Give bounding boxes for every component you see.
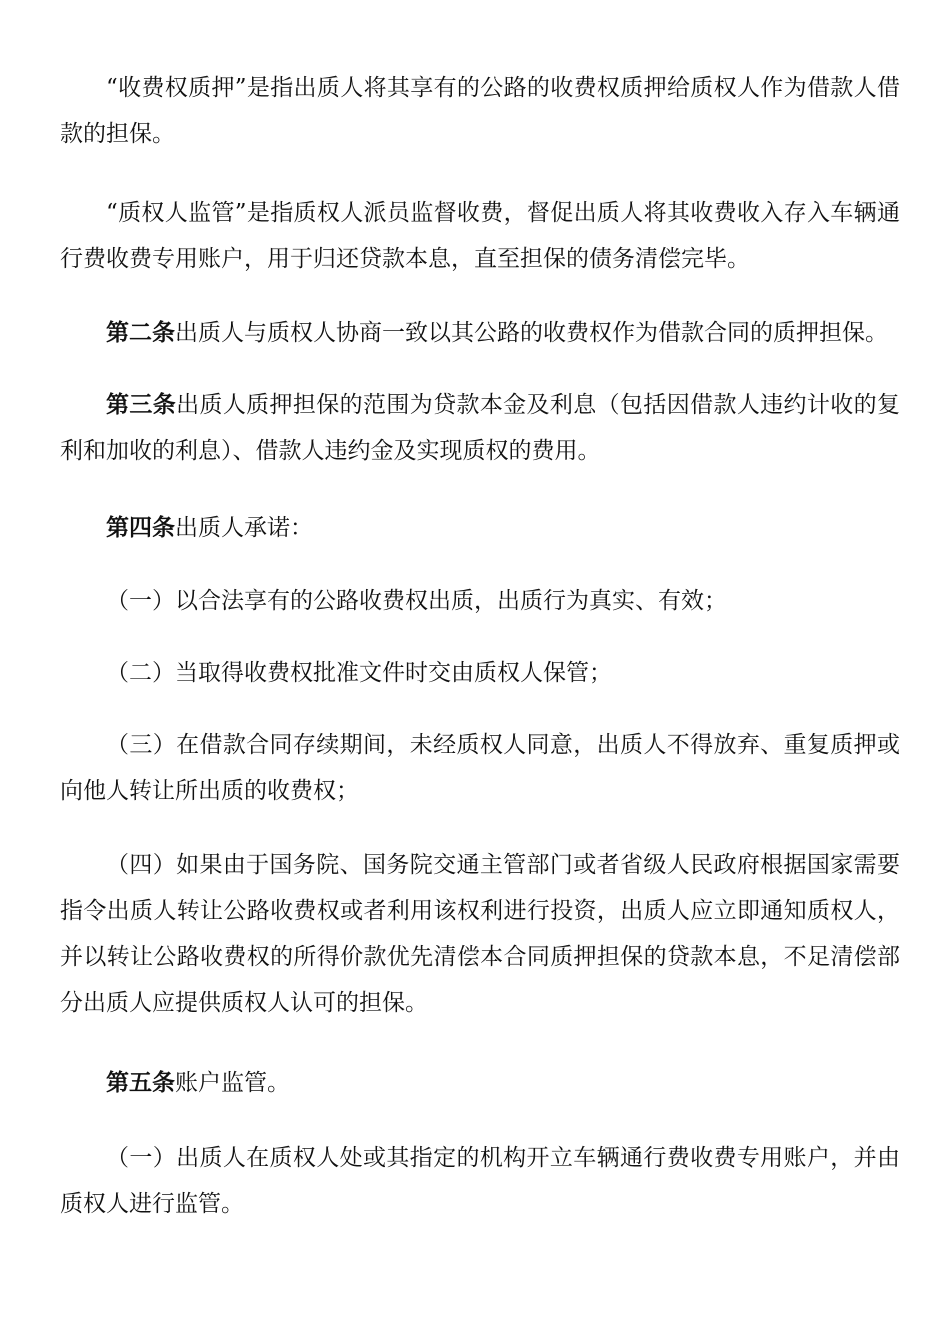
paragraph-text: （三）在借款合同存续期间，未经质权人同意，出质人不得放弃、重复质押或向他人转让所出质的收费权；	[60, 732, 900, 804]
paragraph-text: 出质人质押担保的范围为贷款本金及利息（包括因借款人违约计收的复利和加收的利息）、借款人违约金及实现质权的费用。	[60, 392, 901, 464]
paragraph-text: （一）出质人在质权人处或其指定的机构开立车辆通行费收费专用账户，并由质权人进行监管。	[60, 1145, 900, 1217]
paragraph-text: （四）如果由于国务院、国务院交通主管部门或者省级人民政府根据国家需要指令出质人转让公路收费权或者利用该权利进行投资，出质人应立即通知质权人，并以转让公路收费权的所得价款优先清偿本合同质押担保的贷款本息，不足清偿部分出质人应提供质权人认可的担保。	[60, 852, 900, 1016]
paragraph-definition-toll-pledge	[60, 65, 900, 157]
paragraph-text: 出质人与质权人协商一致以其公路的收费权作为借款合同的质押担保。	[175, 320, 888, 346]
article-label: 第三条	[106, 391, 177, 418]
article-label: 第四条	[106, 514, 175, 541]
paragraph-text: “质权人监管”是指质权人派员监督收费，督促出质人将其收费收入存入车辆通行费收费专用账户，用于归还贷款本息，直至担保的债务清偿完毕。	[60, 200, 900, 272]
paragraph-article-5	[60, 1060, 900, 1106]
paragraph-article-5-item-1	[60, 1135, 900, 1227]
article-label: 第二条	[106, 319, 175, 346]
paragraph-text: “收费权质押”是指出质人将其享有的公路的收费权质押给质权人作为借款人借款的担保。	[60, 75, 900, 147]
paragraph-article-4-item-4	[60, 842, 900, 1026]
paragraph-text: 账户监管。	[175, 1070, 290, 1096]
paragraph-article-4-item-2	[60, 650, 900, 696]
paragraph-text: （一）以合法享有的公路收费权出质，出质行为真实、有效；	[106, 588, 727, 614]
paragraph-definition-pledgee-supervision	[60, 190, 900, 282]
paragraph-text: 出质人承诺：	[175, 515, 313, 541]
paragraph-article-3	[60, 382, 900, 474]
paragraph-article-4	[60, 505, 900, 551]
article-label: 第五条	[106, 1069, 175, 1096]
paragraph-text: （二）当取得收费权批准文件时交由质权人保管；	[106, 660, 612, 686]
paragraph-article-2	[60, 310, 900, 356]
paragraph-article-4-item-3	[60, 722, 900, 814]
paragraph-article-4-item-1	[60, 578, 900, 624]
